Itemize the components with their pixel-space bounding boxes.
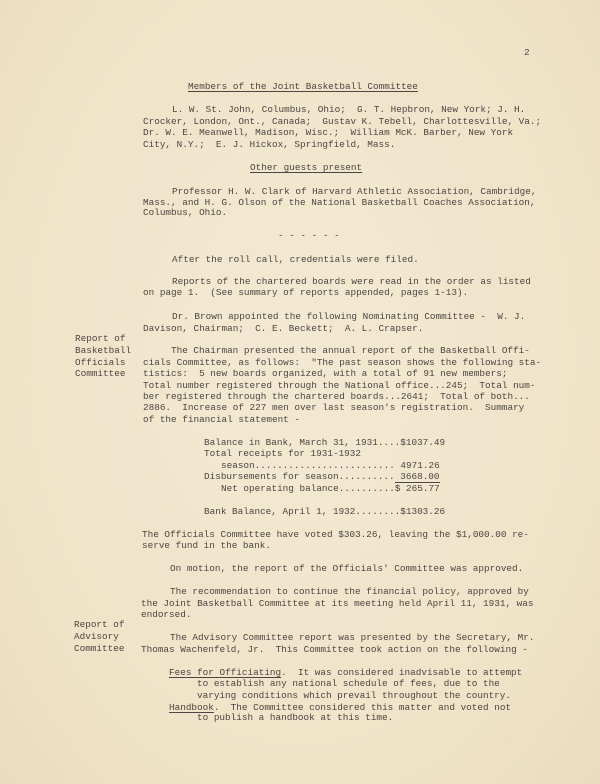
guests-line: Columbus, Ohio. (143, 207, 228, 218)
net-amount: $ 265.77 (394, 483, 440, 494)
guests-line: Mass., and H. G. Olson of the National Basketball Coaches Association, (143, 197, 536, 208)
receipts-season: season......................... 4971.26 (221, 460, 440, 471)
advisory-line: Thomas Wachenfeld, Jr. This Committee took action on the following - (141, 644, 528, 655)
balance-march: Balance in Bank, March 31, 1931....$1037.49 (204, 437, 446, 448)
officials-line: 2886. Increase of 227 men over last season's registration. Summary (143, 402, 525, 413)
nominating-line: Davison, Chairman; C. E. Beckett; A. L. Crapser. (143, 323, 424, 334)
members-line: Dr. W. E. Meanwell, Madison, Wisc.; William McK. Barber, New York (143, 127, 514, 138)
officials-line: The Chairman presented the annual report of the Basketball Offi- (171, 345, 530, 356)
reports-line: Reports of the chartered boards were read in the order as listed (172, 276, 531, 287)
item-handbook-title: Handbook (169, 702, 214, 713)
net-label: Net operating balance.......... (221, 483, 395, 494)
margin-label-advisory: Committee (74, 643, 125, 654)
officials-line: of the financial statement - (143, 414, 301, 425)
recommendation-line: endorsed. (141, 609, 192, 620)
page-number: 2 (524, 47, 530, 58)
members-heading: Members of the Joint Basketball Committee (188, 81, 418, 92)
officials-line: tistics: 5 new boards organized, with a total of 91 new members; (143, 368, 508, 379)
recommendation-line: the Joint Basketball Committee at its meeting held April 11, 1931, was (141, 598, 534, 609)
advisory-line: The Advisory Committee report was presented by the Secretary, Mr. (170, 632, 535, 643)
margin-label-officials: Officials (75, 357, 126, 368)
disbursements-amount: 3668.00 (394, 471, 440, 482)
bank-balance-april: Bank Balance, April 1, 1932........$1303.26 (204, 506, 446, 517)
members-line: Crocker, London, Ont., Canada; Gustav K. Tebell, Charlottesville, Va.; (143, 116, 542, 127)
item-handbook-text: . The Committee considered this matter and voted not (213, 702, 512, 713)
item-fees-text: varying conditions which prevail throughout the country. (197, 690, 512, 701)
margin-label-advisory: Report of (74, 619, 125, 630)
net-balance-row (221, 483, 440, 495)
margin-label-officials: Committee (75, 368, 126, 379)
item-fees-title: Fees for Officiating (169, 667, 282, 678)
approved-text: On motion, the report of the Officials' Committee was approved. (170, 563, 524, 574)
item-handbook-text: to publish a handbook at this time. (197, 712, 394, 723)
item-fees-text: to establish any national schedule of fees, due to the (197, 678, 500, 689)
officials-line: ber registered through the chartered boards...2641; Total of both... (143, 391, 530, 402)
vote-line: The Officials Committee have voted $303.26, leaving the $1,000.00 re- (142, 529, 529, 540)
margin-label-officials: Basketball (75, 345, 132, 356)
nominating-line: Dr. Brown appointed the following Nominating Committee - W. J. (172, 311, 526, 322)
guests-line: Professor H. W. Clark of Harvard Athletic Association, Cambridge, (172, 186, 537, 197)
members-line: L. W. St. John, Columbus, Ohio; G. T. Hepbron, New York; J. H. (172, 104, 526, 115)
recommendation-line: The recommendation to continue the financial policy, approved by (170, 586, 529, 597)
guests-heading: Other guests present (250, 162, 363, 173)
margin-label-officials: Report of (75, 333, 126, 344)
separator: - - - - - - (278, 230, 340, 241)
officials-line: Total number registered through the National office...245; Total num- (143, 380, 536, 391)
margin-label-advisory: Advisory (74, 631, 119, 642)
receipts-label: Total receipts for 1931-1932 (204, 448, 362, 459)
disbursements-label: Disbursements for season.......... (204, 471, 395, 482)
roll-call-text: After the roll call, credentials were filed. (172, 254, 419, 265)
members-line: City, N.Y.; E. J. Hickox, Springfield, Mass. (143, 139, 396, 150)
officials-line: cials Committee, as follows: "The past season shows the following sta- (143, 357, 542, 368)
vote-line: serve fund in the bank. (142, 540, 271, 551)
reports-line: on page 1. (See summary of reports appended, pages 1-13). (143, 287, 469, 298)
item-fees-text: . It was considered inadvisable to attempt (281, 667, 523, 678)
